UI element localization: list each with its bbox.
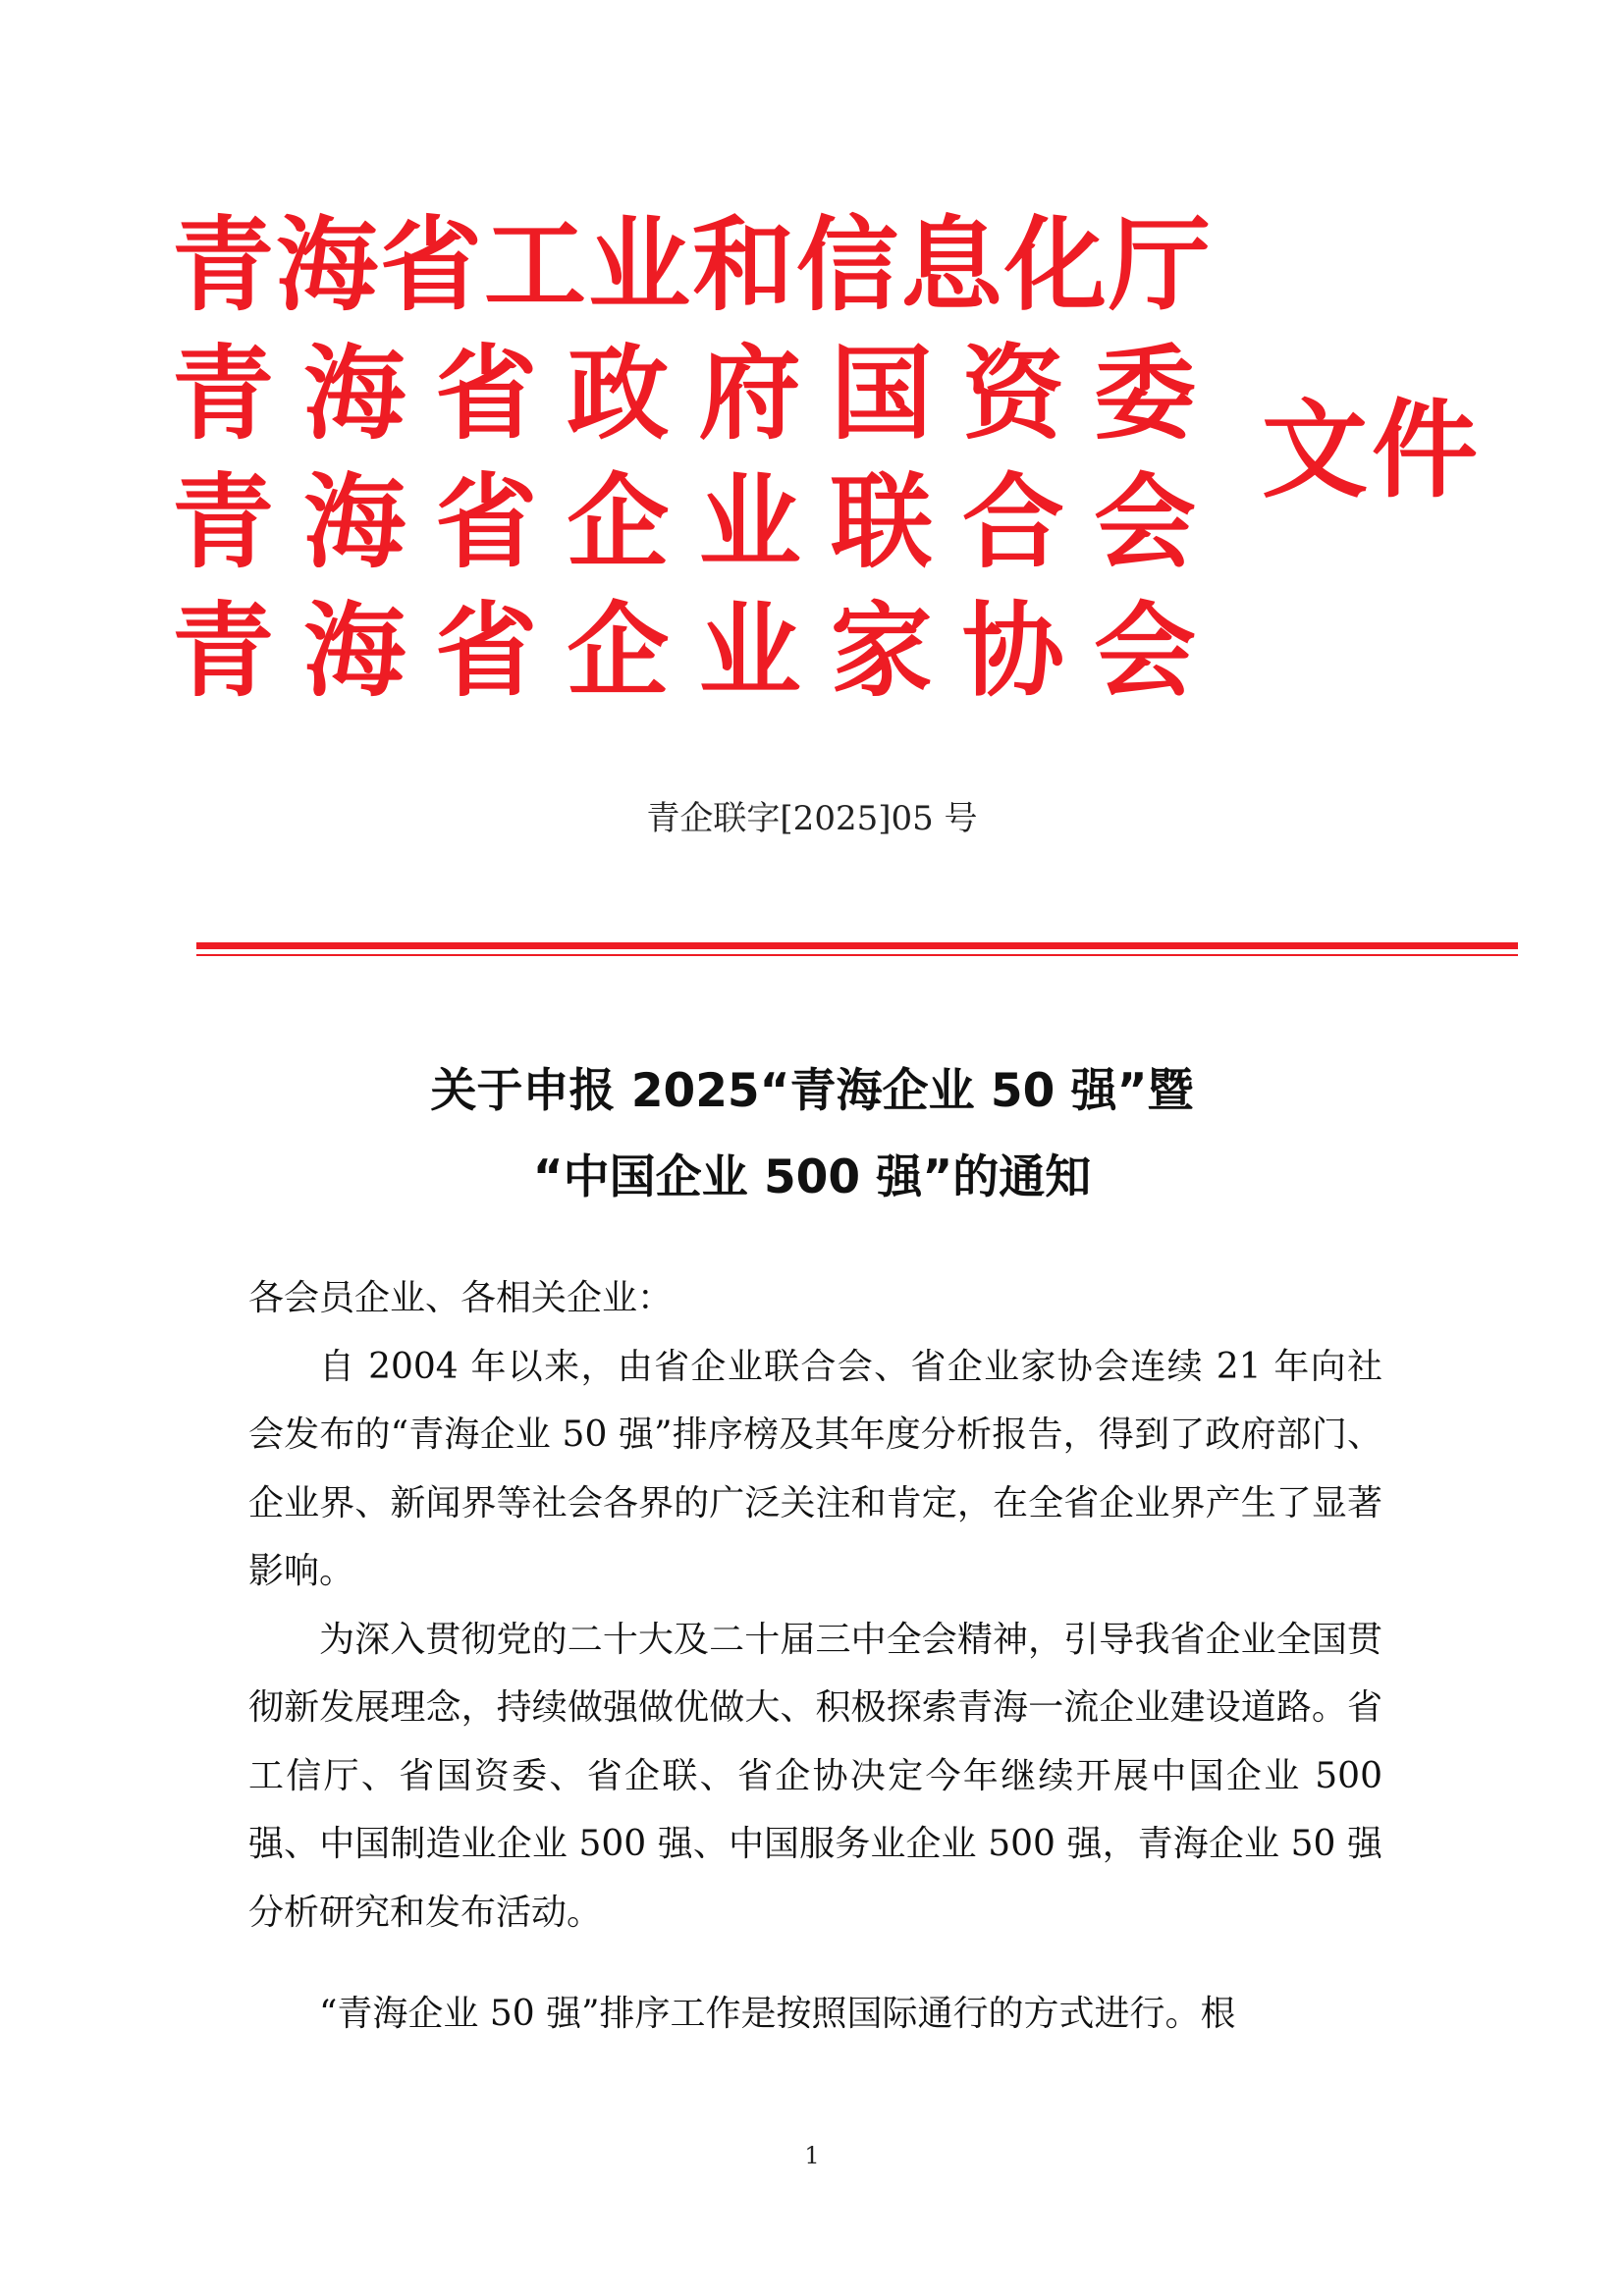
- document-label: 文件: [1262, 390, 1483, 512]
- issuing-organizations: [172, 201, 1214, 716]
- org-name-char: 青: [172, 591, 277, 711]
- org-name-char: 政: [567, 334, 672, 454]
- org-name-char: 企: [567, 591, 672, 711]
- org-name-char: 联: [830, 462, 935, 582]
- page-number: 1: [804, 2142, 820, 2169]
- body-paragraph-1: 自 2004 年以来，由省企业联合会、省企业家协会连续 21 年向社会发布的“青海企业 50 强”排序榜及其年度分析报告，得到了政府部门、企业界、新闻界等社会各界的广泛关注和肯定，在全省企业界产生了显著影响。: [248, 1346, 1382, 1591]
- org-name-line-1: 青海省工业和信息化厅: [172, 205, 1214, 325]
- red-separator-rule: [196, 942, 1518, 949]
- org-name-line-3: [172, 458, 1198, 587]
- org-name-char: 业: [698, 591, 803, 711]
- org-name-char: 资: [961, 334, 1066, 454]
- org-name-char: 国: [830, 334, 935, 454]
- notice-title-line-1: 关于申报 2025“青海企业 50 强”暨: [430, 1064, 1194, 1118]
- red-separator-rule-thin: [196, 954, 1518, 956]
- salutation: 各会员企业、各相关企业：: [248, 1278, 674, 1318]
- org-name-char: 省: [435, 334, 540, 454]
- org-name-char: 合: [961, 462, 1066, 582]
- org-name-line-2: [172, 330, 1198, 458]
- body-paragraph-3: “青海企业 50 强”排序工作是按照国际通行的方式进行。根: [319, 1994, 1236, 2034]
- org-name-char: 会: [1093, 462, 1198, 582]
- org-name-char: 会: [1093, 591, 1198, 711]
- org-name-char: 省: [435, 591, 540, 711]
- body-paragraph-2: 为深入贯彻党的二十大及二十届三中全会精神，引导我省企业全国贯彻新发展理念，持续做强做优做大、积极探索青海一流企业建设道路。省工信厅、省国资委、省企联、省企协决定今年继续开展中国企业 500 强、中国制造业企业 500 强、中国服务业企业 500 强，青海企业 50 强分析研究和发布活动。: [248, 1619, 1382, 1933]
- org-name-char: 省: [435, 462, 540, 582]
- org-name-char: 企: [567, 462, 672, 582]
- document-header: [172, 201, 1522, 712]
- org-name-char: 委: [1093, 334, 1198, 454]
- org-name-char: 海: [303, 334, 408, 454]
- org-name-line-4: [172, 587, 1198, 716]
- org-name-char: 家: [830, 591, 935, 711]
- document-number: 青企联字[2025]05 号: [646, 799, 978, 838]
- org-name-char: 府: [698, 334, 803, 454]
- org-name-char: 协: [961, 591, 1066, 711]
- org-name-char: 海: [303, 591, 408, 711]
- org-name-char: 青: [172, 462, 277, 582]
- org-name-char: 青: [172, 334, 277, 454]
- notice-title-line-2: “中国企业 500 强”的通知: [532, 1150, 1092, 1204]
- notice-title: [0, 1048, 1624, 1221]
- org-name-char: 业: [698, 462, 803, 582]
- notice-body: [248, 1264, 1382, 2049]
- org-name-char: 海: [303, 462, 408, 582]
